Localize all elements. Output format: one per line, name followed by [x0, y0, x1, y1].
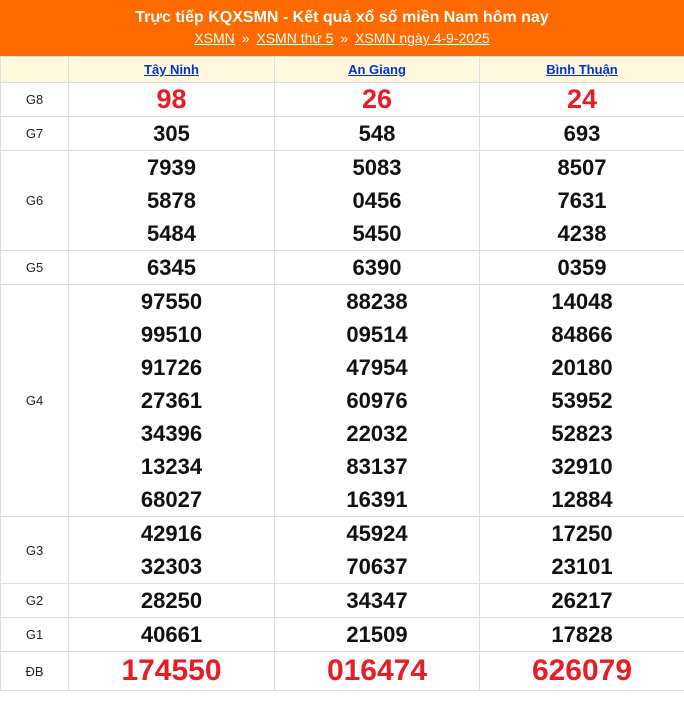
prize-number: 7631 — [557, 188, 607, 213]
prize-number: 5083 — [352, 155, 402, 180]
prize-row-g8 — [1, 83, 684, 117]
province-header-an-giang — [275, 57, 480, 83]
province-header-tay-ninh — [69, 57, 275, 83]
prize-number: 305 — [153, 121, 190, 146]
prize-label: G2 — [1, 584, 69, 618]
prize-label: G7 — [1, 117, 69, 151]
prize-cell — [480, 517, 684, 584]
prize-cell — [69, 151, 275, 251]
prize-number: 20180 — [551, 355, 613, 380]
prize-cell — [275, 251, 480, 285]
prize-cell — [480, 151, 684, 251]
prize-number: 27361 — [140, 388, 203, 413]
prize-number: 83137 — [346, 454, 408, 479]
prize-number: 40661 — [140, 622, 203, 647]
prize-number: 32303 — [140, 554, 203, 579]
prize-number: 45924 — [346, 521, 408, 546]
prize-cell — [480, 584, 684, 618]
breadcrumb-xsmn-link[interactable]: XSMN — [194, 30, 235, 46]
prize-number: 4238 — [557, 221, 607, 246]
prize-number: 91726 — [140, 355, 203, 380]
results-table — [0, 56, 684, 691]
province-header-binh-thuan — [480, 57, 684, 83]
prize-number: 68027 — [140, 487, 203, 512]
prize-label: G4 — [1, 285, 69, 517]
prize-number: 016474 — [326, 654, 428, 687]
prize-cell — [275, 285, 480, 517]
prize-number: 26217 — [551, 588, 613, 613]
prize-label: ĐB — [1, 652, 69, 691]
prize-row-g1 — [1, 618, 684, 652]
prize-number: 32910 — [551, 454, 613, 479]
prize-number: 84866 — [551, 322, 613, 347]
prize-number: 6390 — [352, 255, 402, 280]
page-title: Trực tiếp KQXSMN - Kết quả xổ số miền Nam hôm nay — [135, 9, 549, 26]
breadcrumb-separator: » — [241, 30, 250, 46]
prize-number: 16391 — [346, 487, 408, 512]
prize-number: 97550 — [140, 289, 203, 314]
prize-number: 47954 — [346, 355, 408, 380]
prize-row-g5 — [1, 251, 684, 285]
header-corner-cell — [1, 57, 69, 83]
prize-number: 14048 — [551, 289, 613, 314]
prize-number: 09514 — [346, 322, 408, 347]
prize-number: 174550 — [121, 654, 222, 687]
prize-cell — [69, 285, 275, 517]
prize-row-g2 — [1, 584, 684, 618]
prize-number: 0359 — [557, 255, 607, 280]
prize-cell — [480, 652, 684, 691]
prize-number: 24 — [566, 84, 598, 114]
prize-number: 34347 — [346, 588, 408, 613]
prize-number: 42916 — [140, 521, 203, 546]
prize-cell — [69, 584, 275, 618]
prize-number: 8507 — [557, 155, 607, 180]
prize-number: 0456 — [352, 188, 402, 213]
prize-label: G3 — [1, 517, 69, 584]
prize-row-g6 — [1, 151, 684, 251]
prize-row-g4 — [1, 285, 684, 517]
prize-label: G6 — [1, 151, 69, 251]
prize-number: 88238 — [346, 289, 408, 314]
prize-number: 17250 — [551, 521, 613, 546]
prize-row-db — [1, 652, 684, 691]
prize-cell — [480, 83, 684, 117]
prize-number: 5450 — [352, 221, 402, 246]
prize-label: G5 — [1, 251, 69, 285]
prize-number: 21509 — [346, 622, 408, 647]
prize-number: 98 — [156, 84, 187, 114]
prize-label: G8 — [1, 83, 69, 117]
prize-number: 548 — [358, 121, 396, 146]
prize-cell — [69, 517, 275, 584]
prize-number: 28250 — [140, 588, 203, 613]
prize-label: G1 — [1, 618, 69, 652]
breadcrumb-xsmn-thu5-link[interactable]: XSMN thứ 5 — [256, 30, 334, 46]
prize-number: 99510 — [140, 322, 203, 347]
prize-number: 22032 — [346, 421, 408, 446]
prize-number: 17828 — [551, 622, 613, 647]
province-link-an-giang[interactable]: An Giang — [348, 62, 406, 77]
prize-cell — [480, 285, 684, 517]
prize-cell — [275, 83, 480, 117]
results-header — [0, 0, 684, 56]
prize-cell — [69, 251, 275, 285]
province-header-row — [1, 57, 684, 83]
breadcrumb — [0, 28, 684, 48]
prize-cell — [275, 618, 480, 652]
prize-cell — [69, 117, 275, 151]
prize-cell — [69, 652, 275, 691]
prize-cell — [275, 517, 480, 584]
breadcrumb-xsmn-date-link[interactable]: XSMN ngày 4-9-2025 — [355, 30, 490, 46]
prize-row-g7 — [1, 117, 684, 151]
prize-number: 7939 — [147, 155, 196, 180]
prize-number: 52823 — [551, 421, 613, 446]
prize-cell — [275, 652, 480, 691]
prize-cell — [69, 618, 275, 652]
prize-cell — [275, 117, 480, 151]
province-link-binh-thuan[interactable]: Bình Thuận — [546, 62, 618, 77]
prize-number: 626079 — [531, 654, 633, 687]
prize-cell — [480, 117, 684, 151]
province-link-tay-ninh[interactable]: Tây Ninh — [144, 62, 199, 77]
prize-number: 60976 — [346, 388, 408, 413]
prize-cell — [69, 83, 275, 117]
prize-number: 693 — [563, 121, 601, 146]
prize-number: 5484 — [147, 221, 196, 246]
prize-number: 23101 — [551, 554, 613, 579]
breadcrumb-separator: » — [340, 30, 349, 46]
prize-number: 70637 — [346, 554, 408, 579]
prize-number: 5878 — [147, 188, 196, 213]
prize-number: 12884 — [551, 487, 613, 512]
prize-number: 6345 — [147, 255, 196, 280]
prize-number: 26 — [361, 84, 393, 114]
results-body — [1, 83, 684, 691]
prize-number: 13234 — [140, 454, 203, 479]
prize-cell — [480, 618, 684, 652]
prize-cell — [275, 151, 480, 251]
prize-cell — [480, 251, 684, 285]
prize-number: 53952 — [551, 388, 613, 413]
prize-row-g3 — [1, 517, 684, 584]
prize-number: 34396 — [140, 421, 203, 446]
prize-cell — [275, 584, 480, 618]
